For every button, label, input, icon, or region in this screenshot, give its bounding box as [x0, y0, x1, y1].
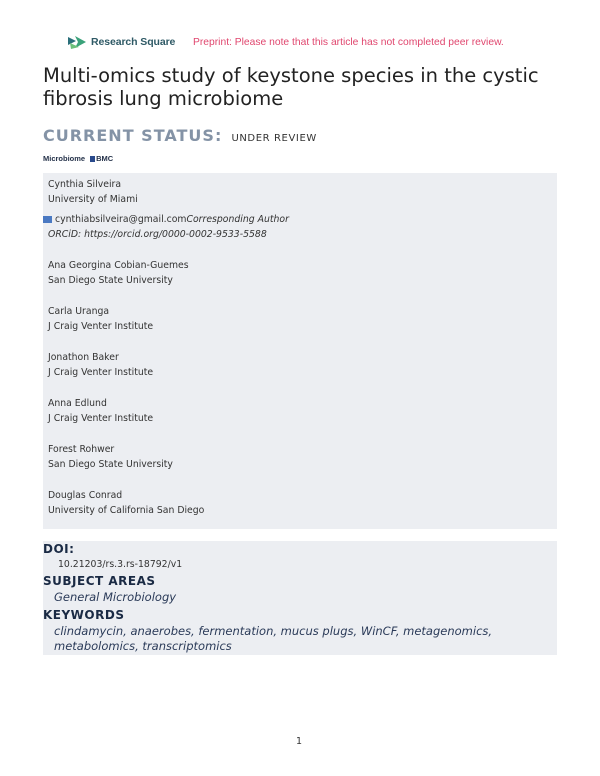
author-orcid[interactable]: ORCiD: https://orcid.org/0000-0002-9533-5588	[48, 229, 267, 240]
journal-name: Microbiome	[43, 154, 86, 163]
keywords-value: clindamycin, anaerobes, fermentation, mucus plugs, WinCF, metagenomics, metabolomics, transcriptomics	[54, 624, 493, 653]
author-affiliation: J Craig Venter Institute	[48, 321, 154, 332]
authors-panel	[43, 173, 557, 529]
bmc-icon	[90, 156, 95, 162]
author-name: Ana Georgina Cobian-Guemes	[48, 260, 189, 271]
status-value: UNDER REVIEW	[231, 133, 317, 144]
brand-name: Research Square	[91, 36, 176, 48]
author-name: Anna Edlund	[48, 398, 107, 409]
author-email[interactable]: cynthiabsilveira@gmail.com	[55, 214, 187, 225]
paper-title: Multi-omics study of keystone species in the cystic fibrosis lung microbiome	[43, 64, 539, 110]
corresponding-author-label: Corresponding Author	[186, 214, 289, 225]
subject-areas-heading: SUBJECT AREAS	[43, 574, 156, 588]
author-affiliation: J Craig Venter Institute	[48, 413, 154, 424]
subject-area-value[interactable]: General Microbiology	[54, 590, 177, 604]
doi-heading: DOI:	[43, 542, 75, 556]
page-header	[67, 34, 547, 52]
status-label: CURRENT STATUS:	[43, 126, 223, 145]
metadata-panel	[43, 541, 557, 655]
author-affiliation: University of Miami	[48, 194, 138, 205]
research-square-logo[interactable]	[67, 34, 175, 50]
author-contact	[43, 212, 289, 227]
author-name: Cynthia Silveira	[48, 179, 122, 190]
research-square-logo-icon	[67, 34, 87, 50]
page-number: 1	[296, 736, 303, 747]
journal-badge[interactable]	[43, 154, 113, 163]
author-name: Carla Uranga	[48, 306, 110, 317]
author-affiliation: San Diego State University	[48, 459, 173, 470]
mail-icon	[43, 216, 52, 223]
author-name: Forest Rohwer	[48, 444, 115, 455]
publisher-name: BMC	[96, 154, 114, 163]
doi-value[interactable]: 10.21203/rs.3.rs-18792/v1	[58, 559, 183, 570]
preprint-note: Preprint: Please note that this article has not completed peer review.	[193, 37, 504, 48]
author-name: Douglas Conrad	[48, 490, 123, 501]
current-status	[43, 126, 317, 145]
author-name: Jonathon Baker	[48, 352, 119, 363]
author-affiliation: San Diego State University	[48, 275, 173, 286]
author-affiliation: University of California San Diego	[48, 505, 205, 516]
keywords-heading: KEYWORDS	[43, 608, 125, 622]
author-affiliation: J Craig Venter Institute	[48, 367, 154, 378]
